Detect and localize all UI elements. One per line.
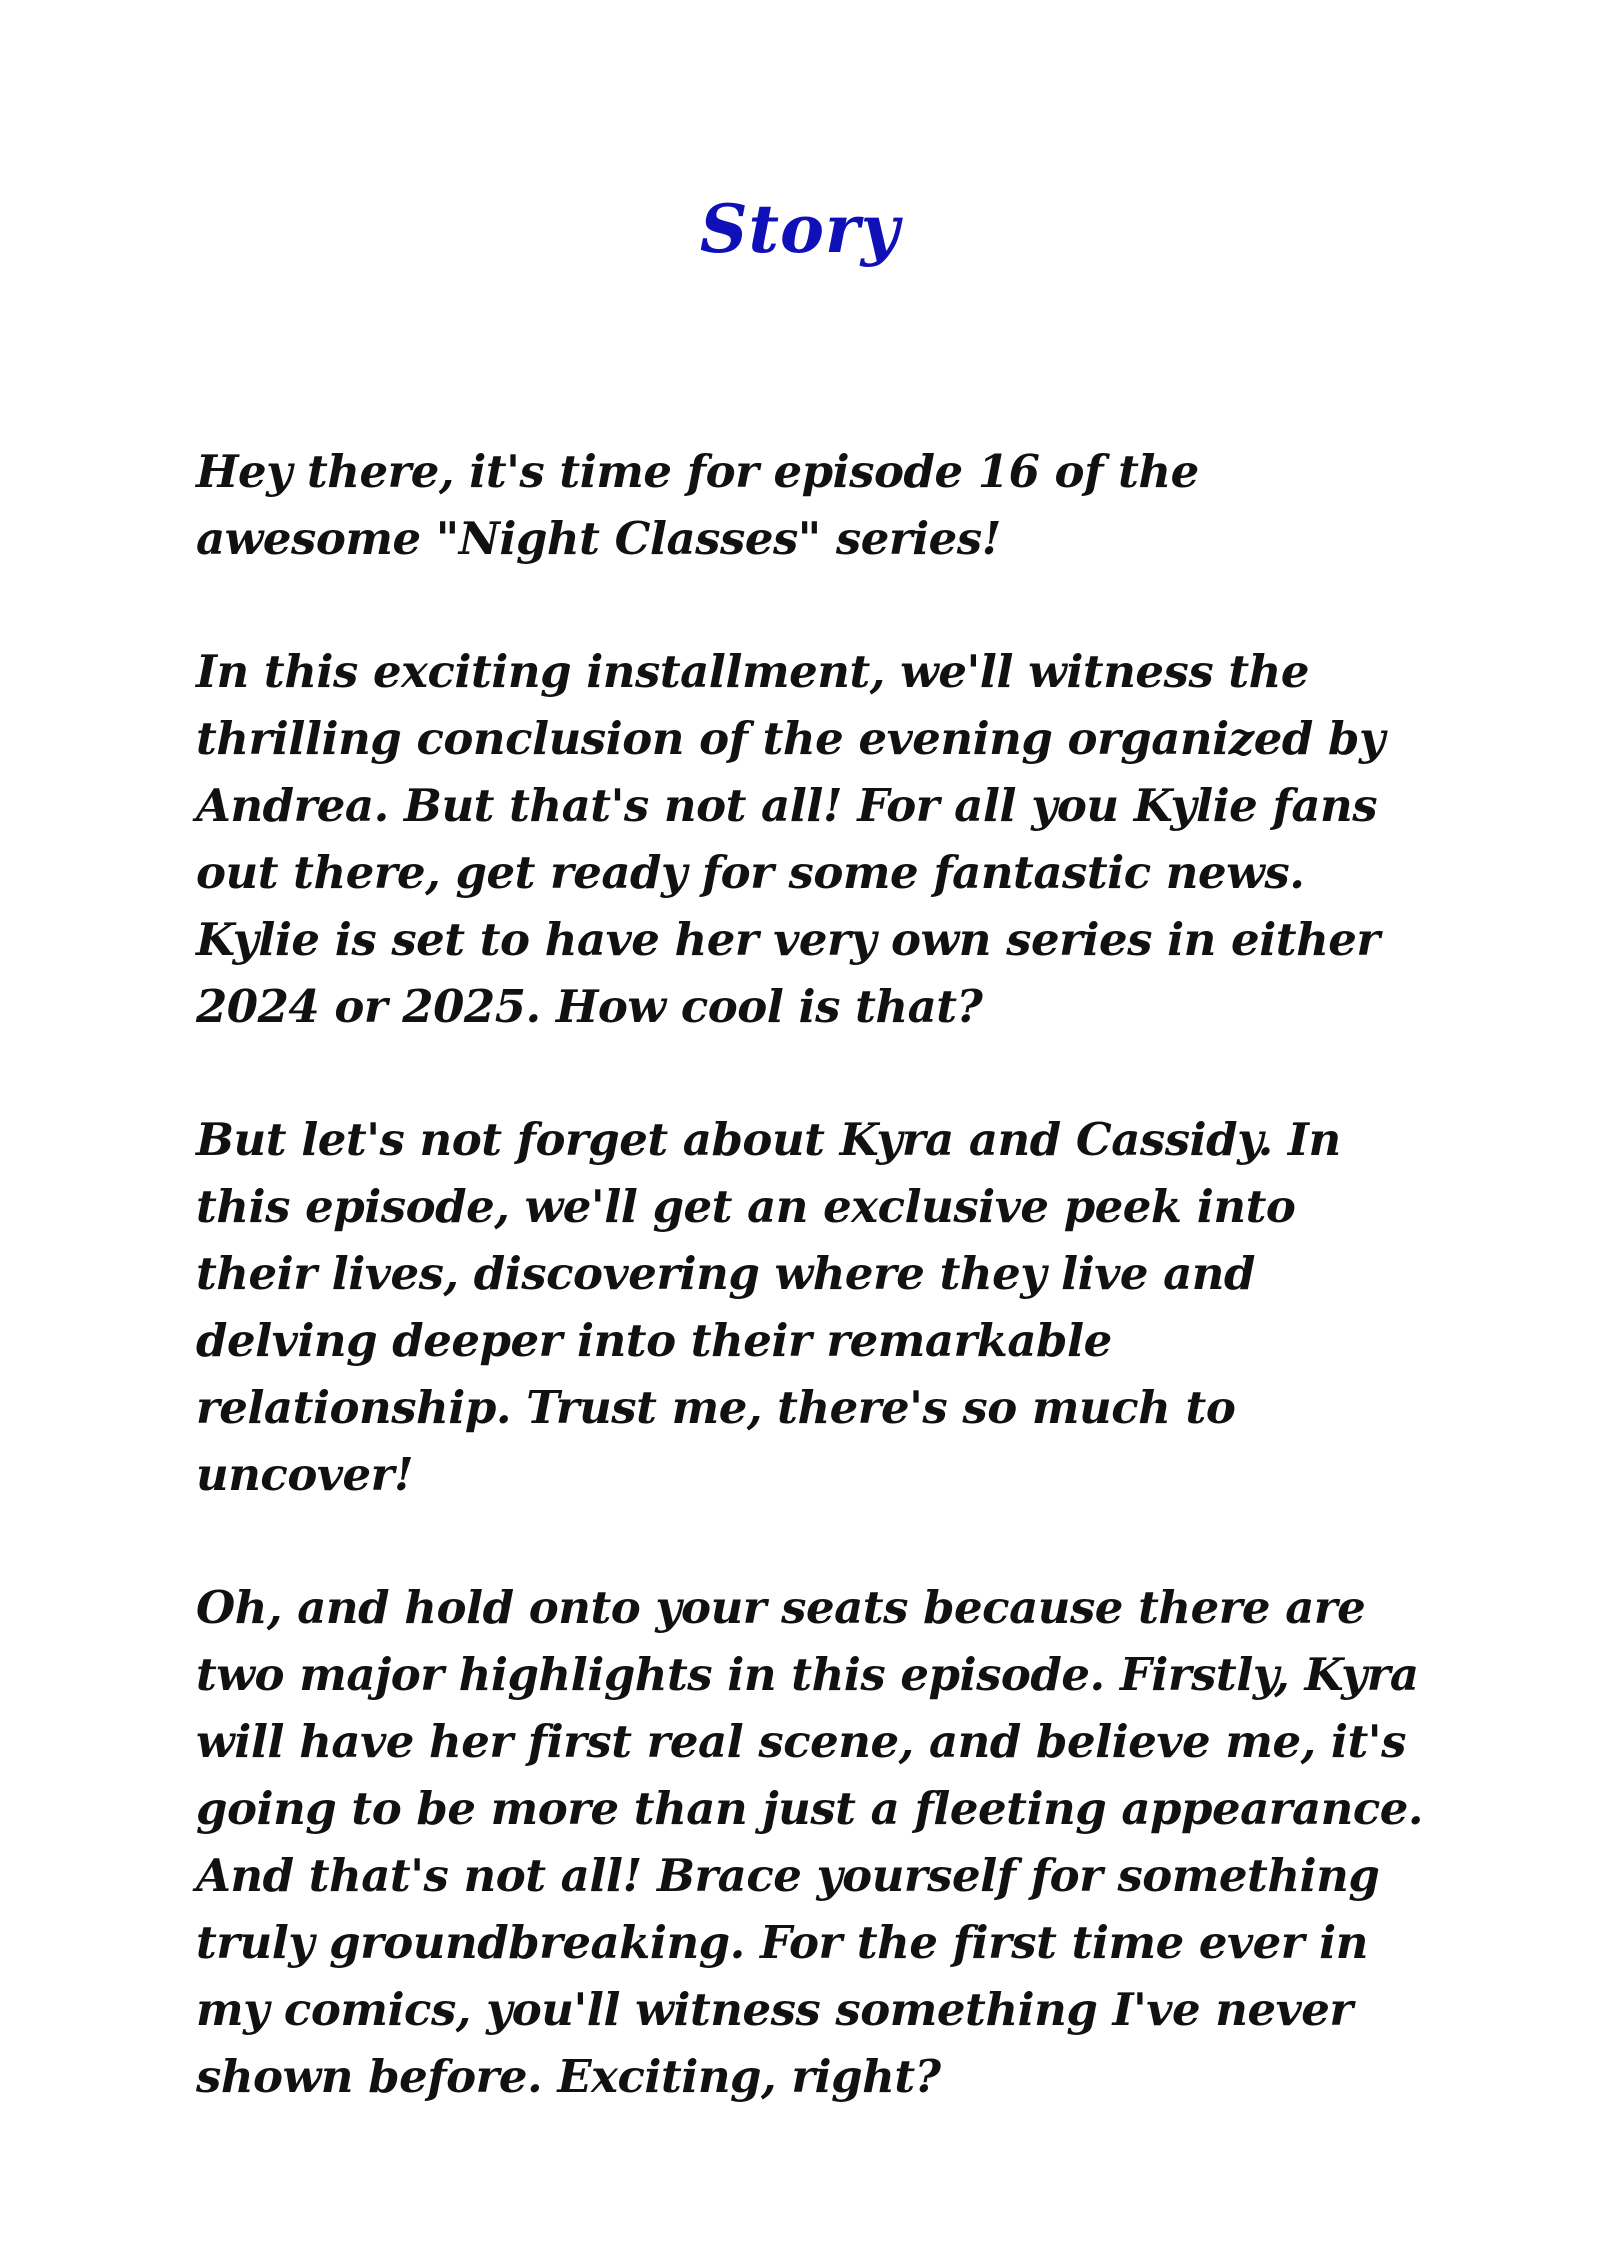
- story-paragraph-2: In this exciting installment, we'll witness the thrilling conclusion of the evening organized by Andrea. But that's not all! For all you Kylie fans out there, get ready for some fantastic news. Kylie is set to have her very own series in either 2024 or 2025. How cool is that?: [196, 645, 1385, 1033]
- story-paragraph-1: Hey there, it's time for episode 16 of the awesome "Night Classes" series!: [196, 445, 1199, 565]
- story-paragraph-3: But let's not forget about Kyra and Cassidy. In this episode, we'll get an exclusive peek into their lives, discovering where they live and delving deeper into their remarkable relationship. Trust me, there's so much to uncover!: [196, 1113, 1341, 1501]
- story-body: [196, 438, 1426, 2176]
- story-paragraph-4: Oh, and hold onto your seats because there are two major highlights in this episode. Firstly, Kyra will have her first real scene, and believe me, it's going to be more than just a fleeting appearance. And that's not all! Brace yourself for something truly groundbreaking. For the first time ever in my comics, you'll witness something I've never shown before. Exciting, right?: [196, 1581, 1424, 2103]
- page-title: Story: [699, 190, 901, 268]
